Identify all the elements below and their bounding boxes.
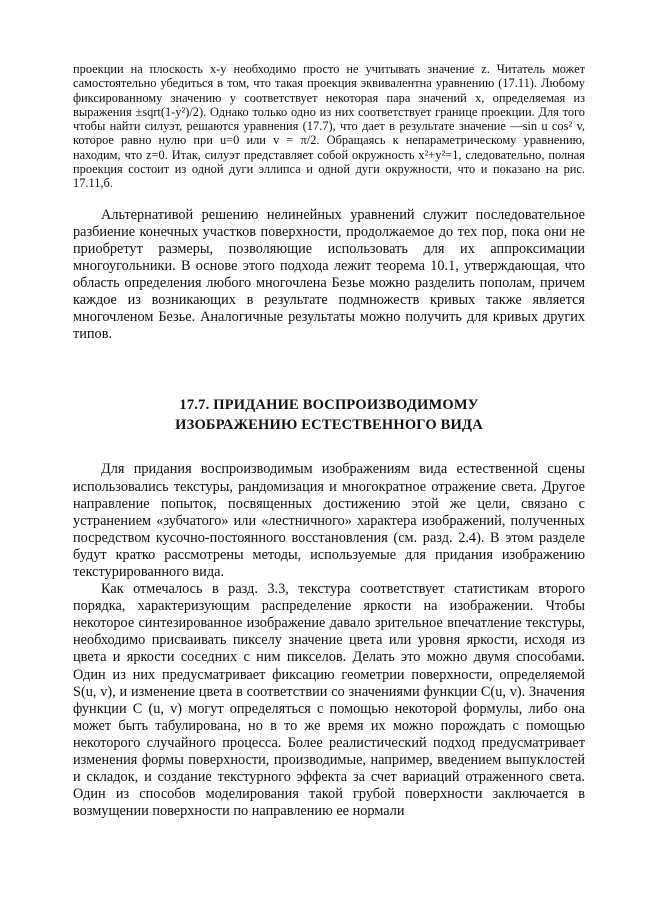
paragraph-texture: Как отмечалось в разд. 3.3, текстура соответствует статистикам второго порядка, характеризующим распределение яркости на изображении. Чтобы некоторое синтезированное изображение давало зрительное впечатление текстуры, необходимо присваивать пикселу значение цвета или уровня яркости, исходя из цвета и яркости соседних с ним пикселов. Делать это можно двумя способами. Один из них предусматривает фиксацию геометрии поверхности, определяемой S(u, v), и изменение цвета в соответствии со значениями функции C(u, v). Значения функции C (u, v) могут определяться с помощью некоторой формулы, либо она может быть табулирована, но в то же время их можно порождать с помощью некоторого случайного процесса. Более реалистический подход предусматривает изменения формы поверхности, производимые, например, введением выпуклостей и складок, и создание текстурного эффекта за счет вариаций отраженного света. Один из способов моделирования такой грубой поверхности заключается в возмущении поверхности по направлению ее нормали [73,581,585,820]
small-print-paragraph: проекции на плоскость x-y необходимо просто не учитывать значение z. Читатель может самостоятельно убедиться в том, что такая проекция эквивалентна уравнению (17.11). Любому фиксированному значению y соответствует некоторая пара значений x, определяемая из выражения ±sqrt(1-y²)/2). Однако только одно из них соответствует границе проекции. Для того чтобы найти силуэт, решаются уравнения (17.7), что дает в результате значение —sin u cos² v, которое равно нулю при u=0 или v = π/2. Обращаясь к непараметрическому уравнению, находим, что z=0. Итак, силуэт представляет собой окружность x²+y²=1, следовательно, полная проекция состоит из одной дуги эллипса и одной дуги окружности, что и показано на рис. 17.11,б. [73,62,585,191]
section-heading-line-2: ИЗОБРАЖЕНИЮ ЕСТЕСТВЕННОГО ВИДА [175,417,483,434]
section-heading [73,395,585,435]
paragraph-natural-look: Для придания воспроизводимым изображениям вида естественной сцены использовались текстуры, рандомизация и многократное отражение света. Другое направление попыток, посвященных достижению этой же цели, связано с устранением «зубчатого» или «лестничного» характера изображений, полученных посредством кусочно-постоянного восстановления (см. разд. 2.4). В этом разделе будут кратко рассмотрены методы, используемые для придания изображению текстурированного вида. [73,461,585,580]
page-body [73,62,585,820]
section-heading-line-1: 17.7. ПРИДАНИЕ ВОСПРОИЗВОДИМОМУ [179,397,479,414]
paragraph-bezier-subdivision: Альтернативой решению нелинейных уравнений служит последовательное разбиение конечных участков поверхности, продолжаемое до тех пор, пока они не приобретут размеры, позволяющие использовать для их аппроксимации многоугольники. В основе этого подхода лежит теорема 10.1, утверждающая, что область определения любого многочлена Безье можно разделить пополам, причем каждое из возникающих в результате подмножеств кривых также является многочленом Безье. Аналогичные результаты можно получить для кривых других типов. [73,206,585,343]
